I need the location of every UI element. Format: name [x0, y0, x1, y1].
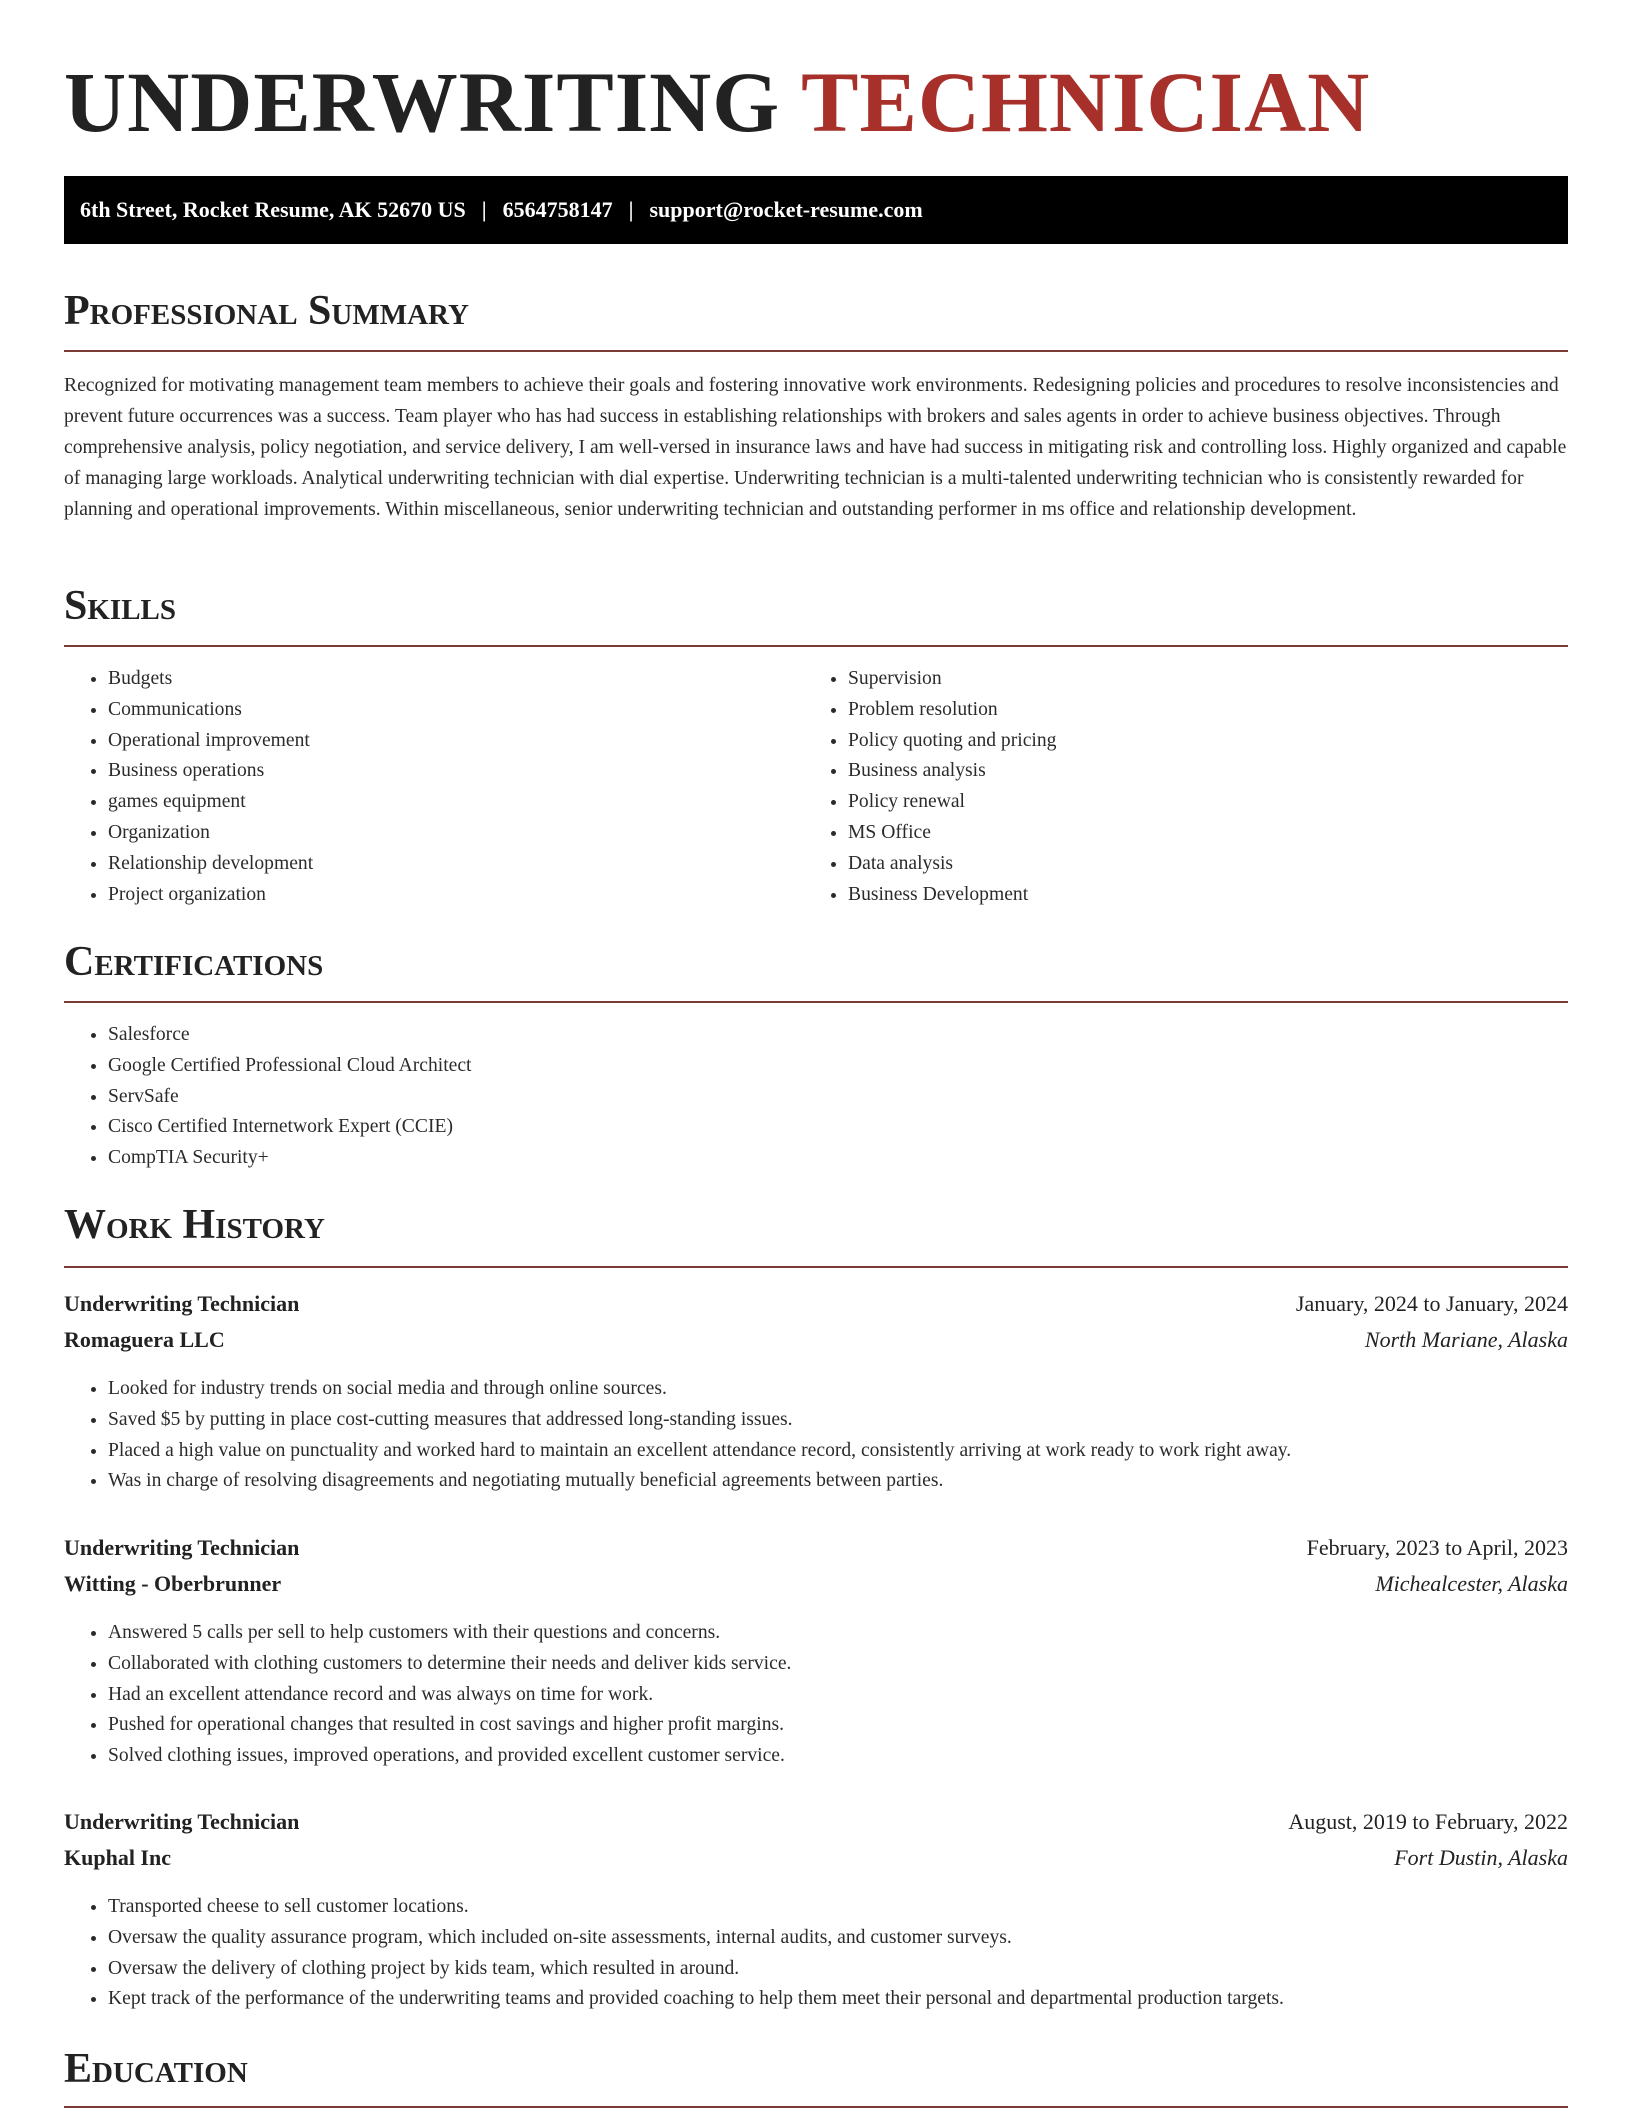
skills-list-left	[64, 664, 808, 910]
section-divider	[64, 350, 1568, 352]
job-bullet: • Collaborated with clothing customers to determine their needs and deliver kids service.	[108, 1649, 1568, 1680]
skill-item: • Business operations	[108, 756, 808, 787]
job-bullet: • Kept track of the performance of the underwriting teams and provided coaching to help them meet their personal and departmental production targets.	[108, 1984, 1568, 2015]
job-location: North Mariane, Alaska	[1364, 1327, 1568, 1352]
certifications-list	[64, 1020, 1508, 1174]
work-heading: Work History	[64, 1202, 325, 1248]
skill-item: • Budgets	[108, 664, 808, 695]
job-bullet: • Transported cheese to sell customer locations.	[108, 1892, 1568, 1923]
skill-item: • Supervision	[848, 664, 1548, 695]
section-divider	[64, 1001, 1568, 1003]
job-bullet: • Pushed for operational changes that resulted in cost savings and higher profit margins.	[108, 1710, 1568, 1741]
skill-item: • games equipment	[108, 787, 808, 818]
job-bullet: • Solved clothing issues, improved operations, and provided excellent customer service.	[108, 1741, 1568, 1772]
job-bullets	[64, 1892, 1568, 2015]
summary-text: Recognized for motivating management team members to achieve their goals and fostering innovative work environments. Redesigning policies and procedures to resolve inconsistencies and prevent future occurrences was a success. Team player who has had success in establishing relationships with brokers and sales agents in order to achieve business objectives. Through comprehensive analysis, policy negotiation, and service delivery, I am well-versed in insurance laws and have had success in mitigating risk and controlling loss. Highly organized and capable of managing large workloads. Analytical underwriting technician with dial expertise. Underwriting technician is a multi-talented underwriting technician who is consistently rewarded for planning and operational improvements. Within miscellaneous, senior underwriting technician and outstanding performer in ms office and relationship development.	[64, 375, 1567, 520]
contact-email: support@rocket-resume.com	[649, 197, 923, 222]
contact-separator: |	[628, 197, 634, 222]
skill-item: • Business analysis	[848, 756, 1548, 787]
contact-bar	[64, 176, 1568, 244]
skill-item: • Problem resolution	[848, 695, 1548, 726]
section-divider	[64, 2106, 1568, 2108]
job-bullet: • Oversaw the delivery of clothing project by kids team, which resulted in around.	[108, 1954, 1568, 1985]
job-title: Underwriting Technician	[64, 1809, 300, 1834]
job-location: Fort Dustin, Alaska	[1394, 1845, 1568, 1870]
job-bullet: • Had an excellent attendance record and was always on time for work.	[108, 1680, 1568, 1711]
job-company: Romaguera LLC	[64, 1327, 225, 1352]
name-last: TECHNICIAN	[801, 54, 1371, 150]
skills-list-right	[804, 664, 1548, 910]
job-title: Underwriting Technician	[64, 1291, 300, 1316]
skills-heading: Skills	[64, 583, 177, 629]
job-bullet: • Saved $5 by putting in place cost-cutting measures that addressed long-standing issues.	[108, 1405, 1568, 1436]
certification-item: • Salesforce	[108, 1020, 1508, 1051]
job-dates: August, 2019 to February, 2022	[1288, 1809, 1568, 1834]
skill-item: • Communications	[108, 695, 808, 726]
certification-item: • CompTIA Security+	[108, 1143, 1508, 1174]
skill-item: • Business Development	[848, 880, 1548, 911]
certification-item: • ServSafe	[108, 1082, 1508, 1113]
skill-item: • Project organization	[108, 880, 808, 911]
job-company: Witting - Oberbrunner	[64, 1571, 282, 1596]
job-location: Michealcester, Alaska	[1375, 1571, 1568, 1596]
job-title: Underwriting Technician	[64, 1535, 300, 1560]
skill-item: • Policy quoting and pricing	[848, 726, 1548, 757]
contact-phone: 6564758147	[502, 197, 613, 222]
summary-heading: Professional Summary	[64, 288, 469, 334]
job-bullet: • Was in charge of resolving disagreements and negotiating mutually beneficial agreements between parties.	[108, 1466, 1568, 1497]
certification-item: • Google Certified Professional Cloud Architect	[108, 1051, 1508, 1082]
skill-item: • MS Office	[848, 818, 1548, 849]
skill-item: • Organization	[108, 818, 808, 849]
job-dates: January, 2024 to January, 2024	[1295, 1291, 1568, 1316]
name-first: UNDERWRITING	[64, 54, 781, 150]
job-bullets	[64, 1618, 1568, 1772]
skill-item: • Operational improvement	[108, 726, 808, 757]
job-dates: February, 2023 to April, 2023	[1306, 1535, 1568, 1560]
job-company: Kuphal Inc	[64, 1845, 171, 1870]
skill-item: • Relationship development	[108, 849, 808, 880]
contact-address: 6th Street, Rocket Resume, AK 52670 US	[80, 197, 466, 222]
job-bullet: • Looked for industry trends on social media and through online sources.	[108, 1374, 1568, 1405]
job-bullet: • Placed a high value on punctuality and worked hard to maintain an excellent attendance record, consistently arriving at work ready to work right away.	[108, 1436, 1568, 1467]
certifications-heading: Certifications	[64, 939, 324, 985]
skill-item: • Data analysis	[848, 849, 1548, 880]
contact-separator: |	[481, 197, 487, 222]
resume-name	[64, 52, 1370, 152]
skill-item: • Policy renewal	[848, 787, 1548, 818]
education-heading: Education	[64, 2046, 248, 2092]
job-bullet: • Answered 5 calls per sell to help customers with their questions and concerns.	[108, 1618, 1568, 1649]
job-bullets	[64, 1374, 1568, 1497]
certification-item: • Cisco Certified Internetwork Expert (CCIE)	[108, 1112, 1508, 1143]
job-bullet: • Oversaw the quality assurance program, which included on-site assessments, internal audits, and customer surveys.	[108, 1923, 1568, 1954]
section-divider	[64, 1266, 1568, 1268]
section-divider	[64, 645, 1568, 647]
